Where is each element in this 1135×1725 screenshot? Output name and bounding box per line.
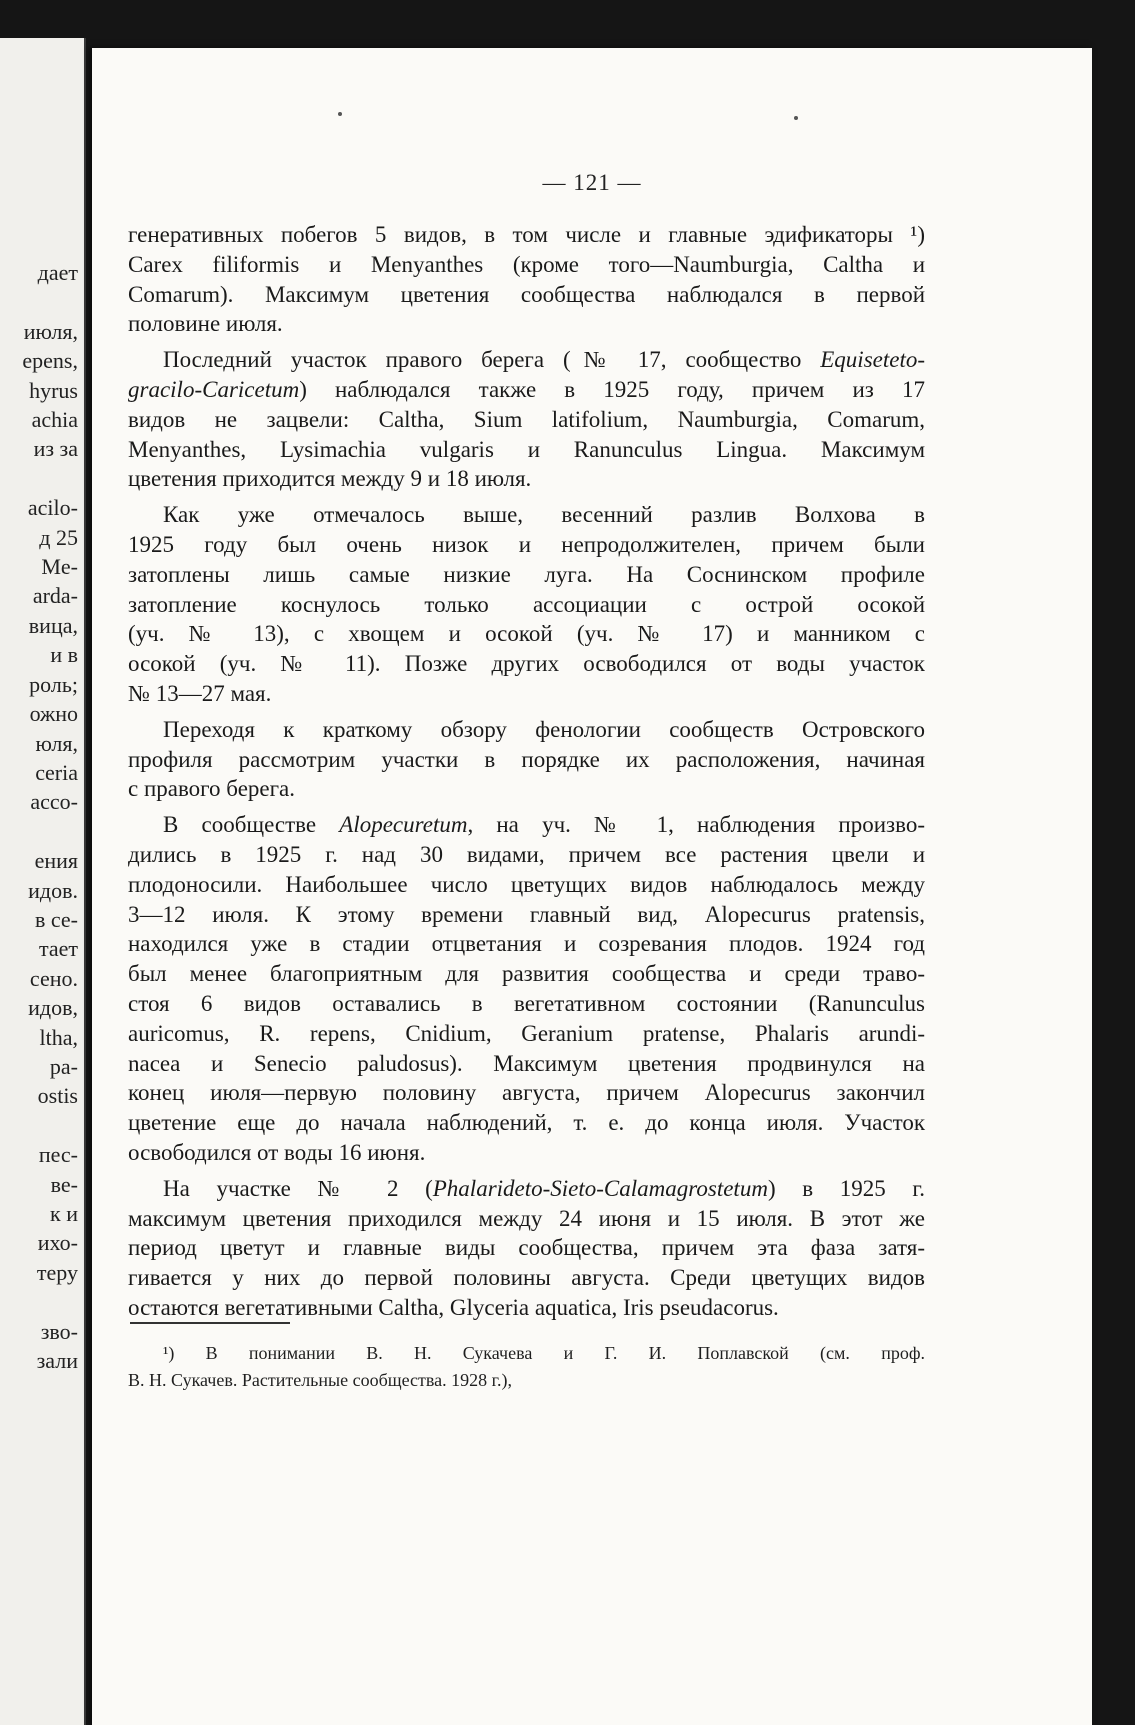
left-fragment	[22, 817, 78, 846]
left-fragment: epens,	[22, 348, 78, 374]
left-fragment: зали	[36, 1348, 78, 1374]
left-fragment	[22, 287, 78, 316]
left-fragment: Me-	[41, 554, 78, 580]
left-fragment: вица,	[28, 612, 78, 638]
paragraph	[128, 810, 925, 1168]
paragraph	[128, 500, 925, 709]
left-fragment: пес-	[38, 1142, 78, 1168]
text-line: Carex filiformis и Menyanthes (кроме того—Naumburgia, Caltha и	[128, 251, 925, 277]
text-line: профиля рассмотрим участки в порядке их расположения, начиная	[128, 746, 925, 772]
text-line: В сообществе Alopecuretum, на уч. № 1, наблюдения произво-	[163, 812, 925, 838]
text-line: был менее благоприятным для развития сообщества и среди траво-	[128, 961, 925, 987]
main-text	[128, 220, 925, 1329]
text-line: половине июля.	[128, 311, 283, 337]
text-line: Comarum). Максимум цветения сообщества наблюдался в первой	[128, 281, 925, 307]
text-line: затопление коснулось только ассоциации с острой осокой	[128, 591, 925, 617]
left-fragment: achia	[31, 407, 78, 433]
text-line: остаются вегетативными Caltha, Glyceria aquatica, Iris pseudacorus.	[128, 1294, 779, 1320]
text-line: 3—12 июля. К этому времени главный вид, Alopecurus pratensis,	[128, 901, 925, 927]
left-fragment: тает	[38, 936, 78, 962]
left-fragment: идов,	[28, 995, 78, 1021]
text-line: (уч. № 13), с хвощем и осокой (уч. № 17) и манником с	[128, 621, 925, 647]
text-line: с правого берега.	[128, 776, 295, 802]
text-line: максимум цветения приходился между 24 июня и 15 июля. В этот же	[128, 1205, 925, 1231]
text-line: 1925 году был очень низок и непродолжителен, причем были	[128, 531, 925, 557]
left-fragment: arda-	[32, 583, 78, 609]
left-fragment: сено.	[29, 965, 78, 991]
text-line: дились в 1925 г. над 30 видами, причем все растения цвели и	[128, 841, 925, 867]
footnote-line: ¹) В понимании В. Н. Сукачева и Г. И. Поплавской (см. проф.	[163, 1343, 925, 1363]
left-fragment: ostis	[37, 1083, 78, 1109]
left-fragment: дает	[37, 260, 78, 285]
left-fragment: ве-	[50, 1171, 78, 1197]
paragraph	[128, 345, 925, 494]
text-line: Последний участок правого берега (№ 17, сообщество Equiseteto-	[163, 347, 925, 373]
left-fragment: и в	[50, 642, 78, 668]
text-line: auricomus, R. repens, Cnidium, Geranium pratense, Phalaris arundi-	[128, 1020, 925, 1046]
text-line: Menyanthes, Lysimachia vulgaris и Ranunculus Lingua. Максимум	[128, 436, 925, 462]
left-fragment: роль;	[29, 671, 78, 697]
text-line: генеративных побегов 5 видов, в том числе и главные эдификаторы ¹)	[128, 222, 925, 247]
left-fragment: ассо-	[30, 789, 78, 815]
left-fragment: июля,	[23, 318, 78, 344]
paragraph	[128, 715, 925, 804]
left-fragment: ceria	[35, 759, 78, 785]
text-line: nacea и Senecio paludosus). Максимум цветения продвинулся на	[128, 1050, 925, 1076]
left-fragment: acilo-	[27, 495, 78, 521]
left-fragment	[22, 464, 78, 493]
left-fragment: идов.	[28, 877, 78, 903]
text-line: цветения приходится между 9 и 18 июля.	[128, 466, 532, 492]
text-line: освободился от воды 16 июня.	[128, 1139, 426, 1165]
text-line: период цветут и главные виды сообщества, причем эта фаза затя-	[128, 1235, 925, 1261]
left-fragment: юля,	[35, 730, 78, 756]
text-line: Как уже отмечалось выше, весенний разлив Волхова в	[163, 502, 925, 528]
footnote	[128, 1340, 925, 1394]
text-line: гивается у них до первой половины августа. Среди цветущих видов	[128, 1265, 925, 1291]
left-fragment: к и	[50, 1201, 78, 1226]
left-fragment	[22, 1287, 78, 1316]
left-fragment: ltha,	[39, 1024, 78, 1050]
footnote-rule	[130, 1322, 290, 1324]
left-fragment	[22, 1111, 78, 1140]
left-fragment: ожно	[29, 701, 78, 727]
left-page-text-fragments	[22, 258, 78, 1375]
speck	[338, 112, 342, 116]
speck	[794, 116, 798, 120]
paragraph	[128, 1174, 925, 1323]
text-line: № 13—27 мая.	[128, 680, 272, 706]
left-fragment: ра-	[49, 1053, 78, 1079]
text-line: затоплены лишь самые низкие луга. На Соснинском профиле	[128, 561, 925, 587]
left-page-edge	[0, 38, 86, 1725]
left-fragment: зво-	[40, 1318, 78, 1344]
left-fragment: из за	[33, 436, 78, 462]
text-line: осокой (уч. № 11). Позже других освободился от воды участок	[128, 651, 925, 677]
left-fragment: ихо-	[37, 1230, 78, 1256]
left-fragment: д 25	[39, 524, 78, 550]
text-line: плодоносили. Наибольшее число цветущих видов наблюдалось между	[128, 871, 925, 897]
footnote-line: В. Н. Сукачев. Растительные сообщества. 1928 г.),	[128, 1370, 512, 1390]
text-line: На участке № 2 (Phalarideto-Sieto-Calamagrostetum) в 1925 г.	[163, 1175, 925, 1201]
text-line: находился уже в стадии отцветания и созревания плодов. 1924 год	[128, 931, 925, 957]
left-fragment: hyrus	[29, 377, 78, 403]
text-line: стоя 6 видов оставались в вегетативном состоянии (Ranunculus	[128, 990, 925, 1016]
text-line: видов не зацвели: Caltha, Sium latifolium, Naumburgia, Comarum,	[128, 406, 925, 432]
text-line: цветение еще до начала наблюдений, т. е. до конца июля. Участок	[128, 1110, 925, 1136]
text-line: Переходя к краткому обзору фенологии сообществ Островского	[163, 716, 925, 742]
document-page	[92, 48, 1092, 1725]
text-line: конец июля—первую половину августа, причем Alopecurus закончил	[128, 1080, 925, 1106]
paragraph	[128, 220, 925, 339]
left-fragment: теру	[36, 1259, 78, 1285]
left-fragment: ения	[34, 848, 78, 874]
text-line: gracilo-Caricetum) наблюдался также в 1925 году, причем из 17	[128, 376, 925, 402]
page-number: — 121 —	[542, 170, 642, 195]
left-fragment: в се-	[34, 906, 78, 932]
